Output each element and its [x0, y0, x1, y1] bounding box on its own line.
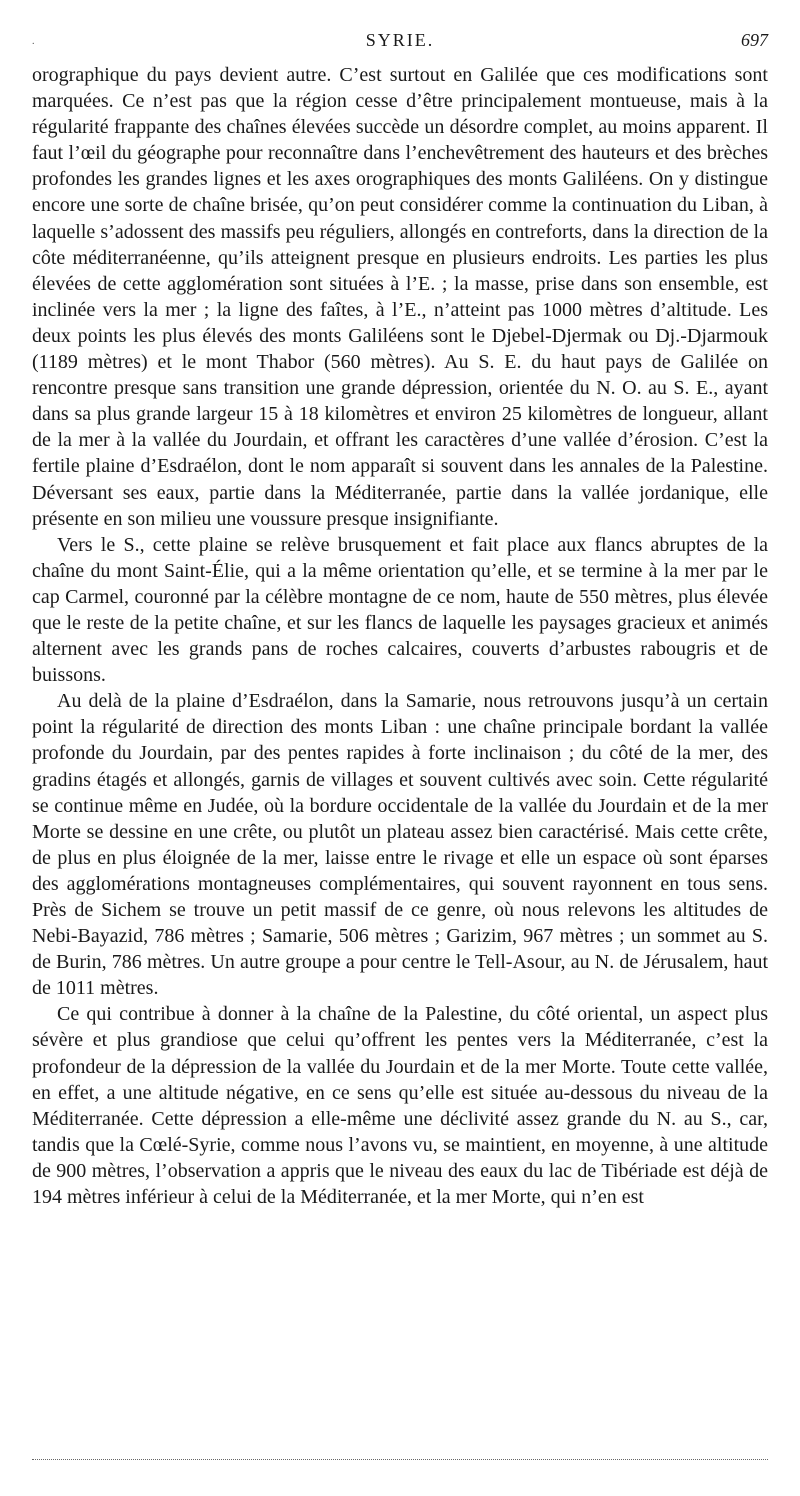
- paragraph-jourdain: Ce qui contribue à donner à la chaîne de la Palestine, du côté oriental, un aspect plus sévère et plus grandiose que celui qu’offrent les pentes vers la Méditerranée, c’est la profondeur de la dépression de la vallée du Jourdain et de la mer Morte. Toute cette vallée, en effet, a une altitude négative, en ce sens qu’elle est située au-dessous du niveau de la Méditerranée. Cette dépression a elle-même une déclivité assez grande du N. au S., car, tandis que la Cœlé-Syrie, comme nous l’avons vu, se maintient, en moyenne, à une altitude de 900 mètres, l’observation a appris que le niveau des eaux du lac de Tibériade est déjà de 194 mètres inférieur à celui de la Méditerranée, et la mer Morte, qui n’en est: [32, 1003, 768, 1209]
- margin-mark: .: [32, 36, 37, 47]
- paragraph-galilee: orographique du pays devient autre. C’est surtout en Galilée que ces modifications sont marquées. Ce n’est pas que la région cesse d’être principalement montueuse, mais à la régularité frappante des chaînes élevées succède un désordre complet, au moins apparent. Il faut l’œil du géographe pour reconnaître dans l’enchevêtrement des hauteurs et des brèches profondes les grandes lignes et les axes orographiques des monts Galiléens. On y distingue encore une sorte de chaîne brisée, qu’on peut considérer comme la continuation du Liban, à laquelle s’adossent des massifs peu réguliers, allongés en contreforts, dans la direction de la côte méditerranéenne, qu’ils atteignent presque en plusieurs endroits. Les parties les plus élevées de cette agglomération sont situées à l’E. ; la masse, prise dans son ensemble, est inclinée vers la mer ; la ligne des faîtes, à l’E., n’atteint pas 1000 mètres d’altitude. Les deux points les plus élevés des monts Galiléens sont le Djebel-Djermak ou Dj.-Djarmouk (1189 mètres) et le mont Thabor (560 mètres). Au S. E. du haut pays de Galilée on rencontre presque sans transition une grande dépression, orientée du N. O. au S. E., ayant dans sa plus grande largeur 15 à 18 kilomètres et environ 25 kilomètres de longueur, allant de la mer à la vallée du Jourdain, et offrant les caractères d’une vallée d’érosion. C’est la fertile plaine d’Esdraélon, dont le nom apparaît si souvent dans les annales de la Palestine. Déversant ses eaux, partie dans la Méditerranée, partie dans la vallée jordanique, elle présente en son milieu une voussure presque insignifiante.: [32, 64, 768, 530]
- running-head: [32, 30, 768, 56]
- running-title: SYRIE.: [365, 30, 435, 50]
- body-text: [32, 62, 768, 1210]
- footer-rule: [32, 1459, 768, 1460]
- paragraph-carmel: Vers le S., cette plaine se relève brusquement et fait place aux flancs abruptes de la chaîne du mont Saint-Élie, qui a la même orientation qu’elle, et se termine à la mer par le cap Carmel, couronné par la célèbre montagne de ce nom, haute de 550 mètres, plus élevée que le reste de la petite chaîne, et sur les flancs de laquelle les paysages gracieux et animés alternent avec les grands pans de roches calcaires, couverts d’arbustes rabougris et de buissons.: [32, 533, 768, 687]
- paragraph-samarie: Au delà de la plaine d’Esdraélon, dans la Samarie, nous retrouvons jusqu’à un certain point la régularité de direction des monts Liban : une chaîne principale bordant la vallée profonde du Jourdain, par des pentes rapides à forte inclinaison ; du côté de la mer, des gradins étagés et allongés, garnis de villages et souvent cultivés avec soin. Cette régularité se continue même en Judée, où la bordure occidentale de la vallée du Jourdain et de la mer Morte se dessine en une crête, ou plutôt un plateau assez bien caractérisé. Mais cette crête, de plus en plus éloignée de la mer, laisse entre le rivage et elle un espace où sont éparses des agglomérations montagneuses complémentaires, qui souvent rayonnent en tous sens. Près de Sichem se trouve un petit massif de ce genre, où nous relevons les altitudes de Nebi-Bayazid, 786 mètres ; Samarie, 506 mètres ; Garizim, 967 mètres ; un sommet au S. de Burin, 786 mètres. Un autre groupe a pour centre le Tell-Asour, au N. de Jérusalem, haut de 1011 mètres.: [32, 690, 768, 1000]
- page-number: 697: [741, 30, 768, 50]
